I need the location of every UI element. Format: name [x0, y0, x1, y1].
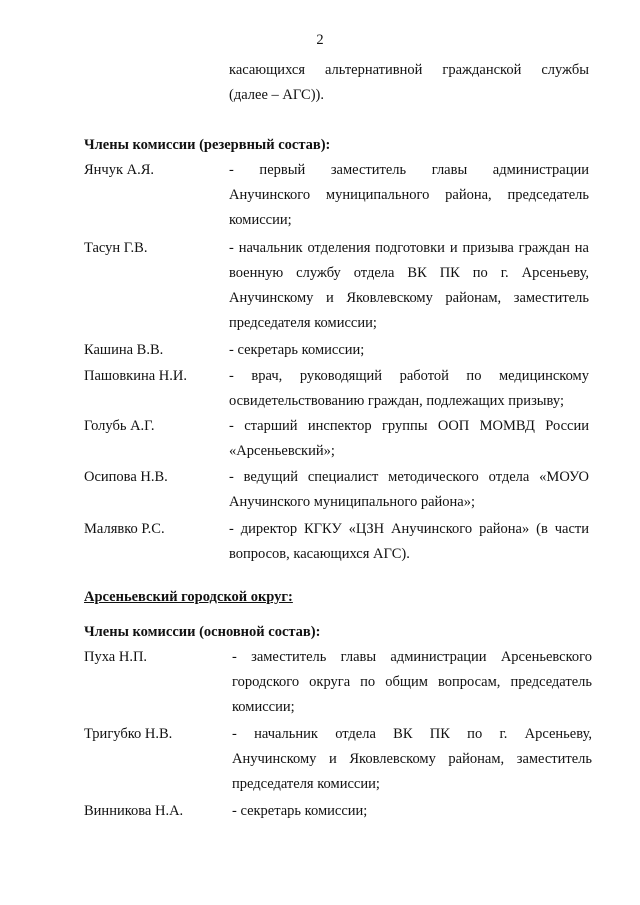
member-role [229, 517, 589, 567]
member-role-line: - секретарь комиссии; [232, 803, 368, 819]
member-role-line: председателя комиссии; [229, 315, 377, 331]
intro-line: касающихся альтернативной гражданской службы [229, 62, 589, 78]
member-role [229, 414, 589, 464]
member-name: Пашовкина Н.И. [84, 368, 187, 384]
member-role-line: - начальник отдела ВК ПК по г. Арсеньеву, [232, 726, 592, 742]
heading-reserve: Члены комиссии (резервный состав): [84, 137, 331, 153]
member-role [232, 645, 592, 720]
member-role-line: Анучинскому и Яковлевскому районам, заместитель [232, 751, 592, 767]
member-role-line: - секретарь комиссии; [229, 342, 365, 358]
member-role [229, 338, 589, 363]
member-role-line: - заместитель главы администрации Арсеньевского [232, 649, 592, 665]
member-role-line: - ведущий специалист методического отдела «МОУО [229, 469, 589, 485]
heading-district: Арсеньевский городской округ: [84, 589, 293, 605]
member-role-line: освидетельствованию граждан, подлежащих призыву; [229, 393, 564, 409]
member-role [229, 364, 589, 414]
member-role-line: Анучинскому и Яковлевскому районам, заместитель [229, 290, 589, 306]
member-name: Винникова Н.А. [84, 803, 184, 819]
member-name: Голубь А.Г. [84, 418, 155, 434]
member-role-line: комиссии; [229, 212, 292, 228]
heading-main: Члены комиссии (основной состав): [84, 624, 321, 640]
member-role [232, 799, 592, 824]
member-role [229, 158, 589, 233]
member-role-line: - старший инспектор группы ООП МОМВД России [229, 418, 589, 434]
member-role-line: - начальник отделения подготовки и призыва граждан на [229, 240, 589, 256]
member-role-line: городского округа по общим вопросам, председатель [232, 674, 592, 690]
member-role-line: «Арсеньевский»; [229, 443, 335, 459]
intro-line: (далее – АГС)). [229, 87, 324, 103]
member-role-line: Анучинского муниципального района, председатель [229, 187, 589, 203]
member-name: Тасун Г.В. [84, 240, 148, 256]
member-name: Тригубко Н.В. [84, 726, 173, 742]
member-name: Осипова Н.В. [84, 469, 168, 485]
member-role-line: военную службу отдела ВК ПК по г. Арсеньеву, [229, 265, 589, 281]
member-name: Пуха Н.П. [84, 649, 148, 665]
member-name: Янчук А.Я. [84, 162, 155, 178]
member-role-line: - врач, руководящий работой по медицинскому [229, 368, 589, 384]
member-role-line: - первый заместитель главы администрации [229, 162, 589, 178]
member-role-line: комиссии; [232, 699, 295, 715]
page-number: 2 [316, 32, 324, 48]
member-role-line: - директор КГКУ «ЦЗН Анучинского района» (в части [229, 521, 589, 537]
member-role [232, 722, 592, 797]
member-name: Кашина В.В. [84, 342, 164, 358]
member-role-line: вопросов, касающихся АГС). [229, 546, 410, 562]
member-role [229, 465, 589, 515]
member-role [229, 236, 589, 336]
member-role-line: председателя комиссии; [232, 776, 380, 792]
member-role-line: Анучинского муниципального района»; [229, 494, 476, 510]
member-name: Малявко Р.С. [84, 521, 165, 537]
